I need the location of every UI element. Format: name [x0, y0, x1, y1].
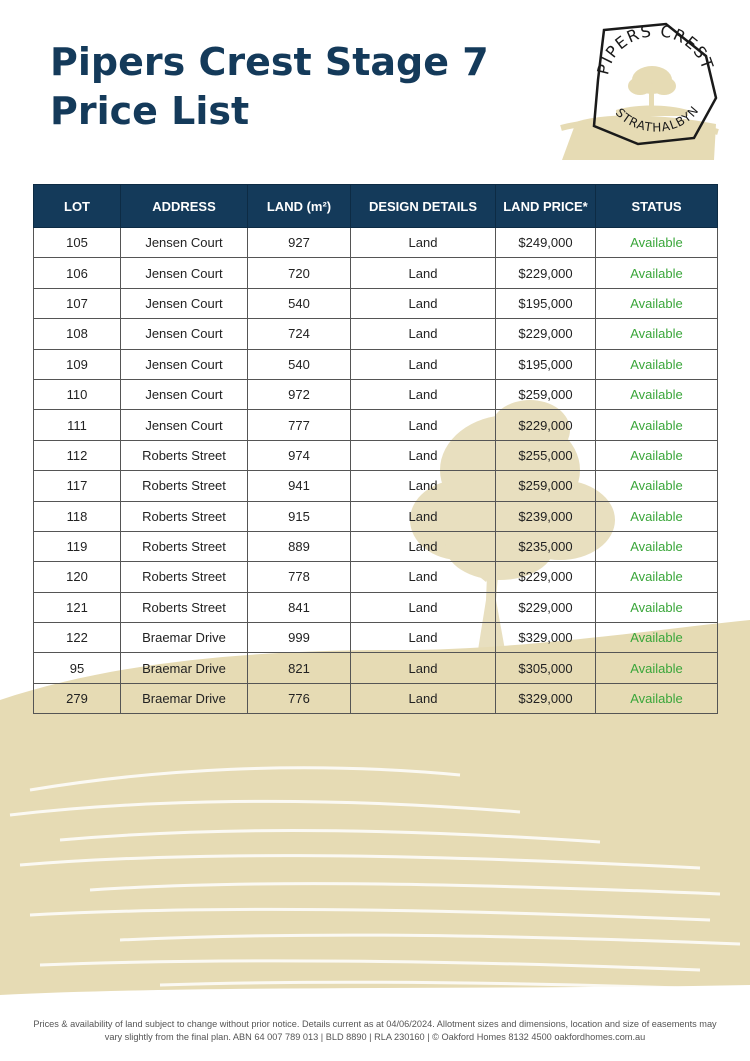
disclaimer-footer	[10, 1018, 740, 1044]
cell-lot: 109	[34, 349, 121, 379]
cell-status: Available	[596, 471, 718, 501]
cell-land-size: 540	[248, 288, 351, 318]
cell-design: Land	[351, 258, 496, 288]
cell-status: Available	[596, 562, 718, 592]
table-header-row	[34, 185, 718, 228]
table-row	[34, 379, 718, 409]
cell-address: Roberts Street	[121, 592, 248, 622]
cell-design: Land	[351, 683, 496, 713]
cell-price: $195,000	[496, 349, 596, 379]
cell-price: $229,000	[496, 410, 596, 440]
header-land-price: LAND PRICE*	[496, 185, 596, 228]
cell-land-size: 720	[248, 258, 351, 288]
cell-price: $229,000	[496, 562, 596, 592]
cell-status: Available	[596, 653, 718, 683]
cell-status: Available	[596, 501, 718, 531]
cell-address: Roberts Street	[121, 501, 248, 531]
cell-price: $329,000	[496, 623, 596, 653]
cell-design: Land	[351, 440, 496, 470]
cell-lot: 279	[34, 683, 121, 713]
cell-design: Land	[351, 592, 496, 622]
cell-price: $229,000	[496, 258, 596, 288]
cell-design: Land	[351, 501, 496, 531]
cell-land-size: 821	[248, 653, 351, 683]
cell-address: Braemar Drive	[121, 683, 248, 713]
cell-address: Roberts Street	[121, 471, 248, 501]
cell-address: Jensen Court	[121, 319, 248, 349]
cell-land-size: 776	[248, 683, 351, 713]
cell-lot: 105	[34, 228, 121, 258]
table-row	[34, 501, 718, 531]
table-row	[34, 471, 718, 501]
cell-lot: 121	[34, 592, 121, 622]
table-row	[34, 288, 718, 318]
cell-lot: 112	[34, 440, 121, 470]
table-row	[34, 531, 718, 561]
cell-lot: 108	[34, 319, 121, 349]
cell-land-size: 915	[248, 501, 351, 531]
cell-design: Land	[351, 349, 496, 379]
cell-design: Land	[351, 319, 496, 349]
cell-price: $229,000	[496, 592, 596, 622]
cell-status: Available	[596, 379, 718, 409]
footer-line-2: vary slightly from the final plan. ABN 64 007 789 013 | BLD 8890 | RLA 230160 | © Oakford Homes 8132 4500 oakfordhomes.com.au	[104, 1032, 646, 1042]
table-row	[34, 592, 718, 622]
header-design-details: DESIGN DETAILS	[351, 185, 496, 228]
title-line-1: Pipers Crest Stage 7	[50, 40, 489, 84]
cell-land-size: 972	[248, 379, 351, 409]
cell-design: Land	[351, 288, 496, 318]
cell-design: Land	[351, 623, 496, 653]
header-land-size: LAND (m²)	[248, 185, 351, 228]
header-status: STATUS	[596, 185, 718, 228]
cell-address: Roberts Street	[121, 531, 248, 561]
cell-lot: 107	[34, 288, 121, 318]
table-row	[34, 410, 718, 440]
cell-status: Available	[596, 319, 718, 349]
cell-land-size: 777	[248, 410, 351, 440]
price-list-table	[33, 184, 718, 714]
cell-price: $239,000	[496, 501, 596, 531]
cell-status: Available	[596, 228, 718, 258]
cell-lot: 106	[34, 258, 121, 288]
cell-price: $235,000	[496, 531, 596, 561]
cell-price: $329,000	[496, 683, 596, 713]
cell-lot: 110	[34, 379, 121, 409]
table-row	[34, 653, 718, 683]
cell-status: Available	[596, 683, 718, 713]
cell-price: $259,000	[496, 379, 596, 409]
cell-status: Available	[596, 258, 718, 288]
cell-status: Available	[596, 531, 718, 561]
table-row	[34, 228, 718, 258]
cell-price: $259,000	[496, 471, 596, 501]
cell-address: Jensen Court	[121, 349, 248, 379]
logo-top-text: PIPERS CREST	[593, 21, 718, 77]
cell-price: $305,000	[496, 653, 596, 683]
cell-address: Jensen Court	[121, 258, 248, 288]
table-row	[34, 440, 718, 470]
cell-status: Available	[596, 440, 718, 470]
page-title	[50, 38, 489, 136]
cell-address: Jensen Court	[121, 228, 248, 258]
cell-design: Land	[351, 531, 496, 561]
cell-design: Land	[351, 471, 496, 501]
cell-lot: 117	[34, 471, 121, 501]
cell-price: $195,000	[496, 288, 596, 318]
cell-price: $249,000	[496, 228, 596, 258]
cell-status: Available	[596, 349, 718, 379]
cell-address: Braemar Drive	[121, 623, 248, 653]
cell-status: Available	[596, 410, 718, 440]
cell-land-size: 974	[248, 440, 351, 470]
cell-status: Available	[596, 288, 718, 318]
cell-design: Land	[351, 562, 496, 592]
cell-lot: 118	[34, 501, 121, 531]
cell-land-size: 724	[248, 319, 351, 349]
footer-line-1: Prices & availability of land subject to change without prior notice. Details current as at 04/06/2024. Allotment sizes and dimensions, location and size of easements may	[33, 1019, 717, 1029]
cell-design: Land	[351, 228, 496, 258]
cell-price: $229,000	[496, 319, 596, 349]
cell-address: Braemar Drive	[121, 653, 248, 683]
cell-design: Land	[351, 653, 496, 683]
cell-land-size: 941	[248, 471, 351, 501]
cell-address: Jensen Court	[121, 410, 248, 440]
cell-lot: 95	[34, 653, 121, 683]
header-lot: LOT	[34, 185, 121, 228]
cell-land-size: 540	[248, 349, 351, 379]
cell-design: Land	[351, 379, 496, 409]
cell-status: Available	[596, 623, 718, 653]
table-row	[34, 623, 718, 653]
logo-bottom-text: STRATHALBYN	[612, 102, 702, 135]
cell-status: Available	[596, 592, 718, 622]
table-row	[34, 258, 718, 288]
cell-address: Roberts Street	[121, 562, 248, 592]
title-line-2: Price List	[50, 89, 250, 133]
cell-address: Roberts Street	[121, 440, 248, 470]
table-row	[34, 683, 718, 713]
table-row	[34, 319, 718, 349]
cell-land-size: 778	[248, 562, 351, 592]
cell-address: Jensen Court	[121, 379, 248, 409]
cell-land-size: 927	[248, 228, 351, 258]
table-row	[34, 349, 718, 379]
cell-lot: 119	[34, 531, 121, 561]
cell-land-size: 889	[248, 531, 351, 561]
cell-land-size: 999	[248, 623, 351, 653]
cell-design: Land	[351, 410, 496, 440]
pipers-crest-logo	[556, 20, 722, 162]
cell-address: Jensen Court	[121, 288, 248, 318]
cell-lot: 122	[34, 623, 121, 653]
cell-lot: 120	[34, 562, 121, 592]
cell-price: $255,000	[496, 440, 596, 470]
cell-lot: 111	[34, 410, 121, 440]
cell-land-size: 841	[248, 592, 351, 622]
table-row	[34, 562, 718, 592]
header-address: ADDRESS	[121, 185, 248, 228]
